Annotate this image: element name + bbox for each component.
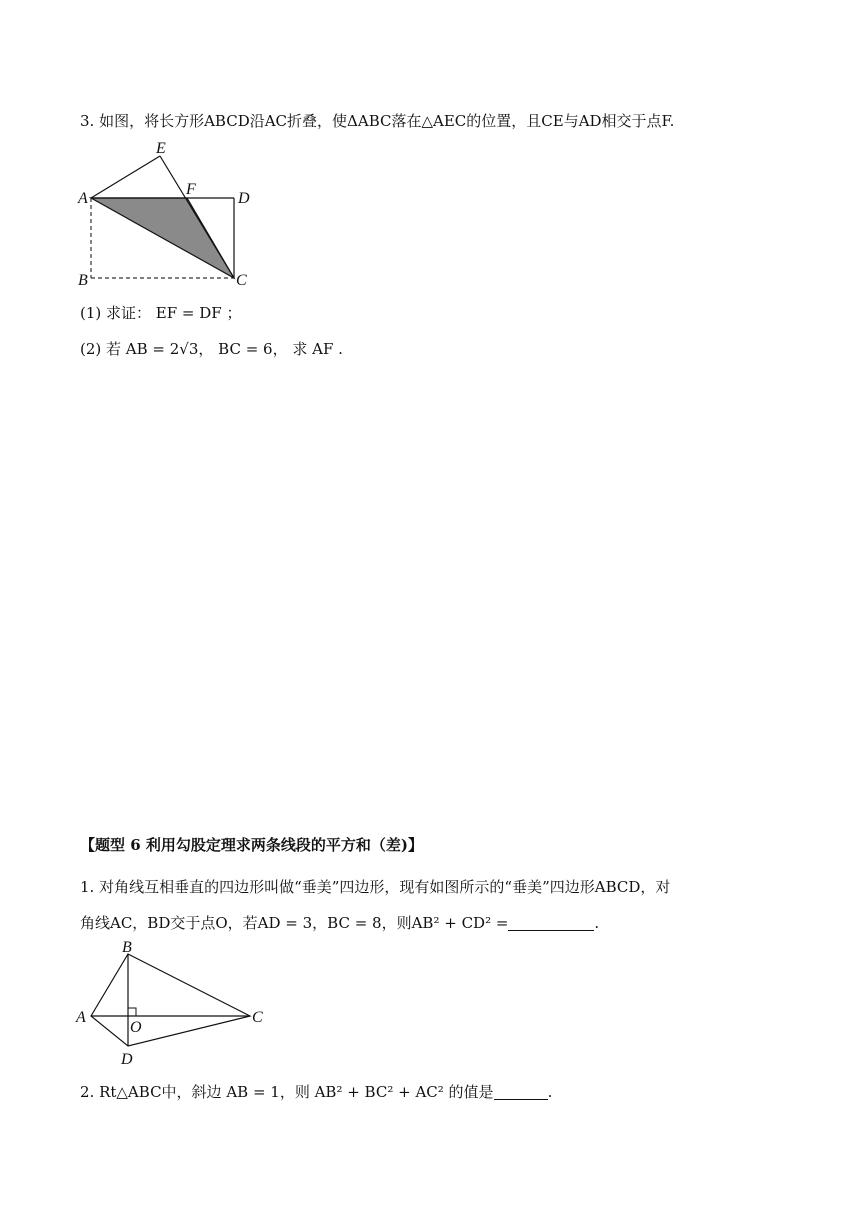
label-B: B <box>122 939 132 956</box>
problem3-intro: 3. 如图，将长方形ABCD沿AC折叠，使ΔABC落在△AEC的位置，且CE与AD相交于点F. <box>80 112 675 130</box>
q1-answer-blank[interactable] <box>508 914 594 931</box>
q1-end: . <box>594 914 600 932</box>
perpendicular-quadrilateral-figure <box>70 938 270 1068</box>
q1-line1: 1. 对角线互相垂直的四边形叫做“垂美”四边形，现有如图所示的“垂美”四边形ABCD，对 <box>80 878 671 896</box>
q2-end: . <box>547 1083 553 1101</box>
label-C: C <box>236 272 247 289</box>
label-A: A <box>78 190 88 207</box>
section6-heading: 【题型 6 利用勾股定理求两条线段的平方和（差)】 <box>80 836 423 854</box>
label-F: F <box>186 181 196 198</box>
q1-line2 <box>80 912 599 934</box>
label-E: E <box>156 140 166 157</box>
fold-rectangle-figure <box>70 140 270 300</box>
q2-line <box>80 1081 552 1103</box>
label-B: B <box>78 272 88 289</box>
label-C: C <box>252 1009 263 1026</box>
label-D: D <box>121 1051 133 1068</box>
problem3-part1: (1) 求证： EF = DF ； <box>80 304 242 322</box>
problem3-part2: (2) 若 AB = 2√3， BC = 6， 求 AF . <box>80 340 343 358</box>
label-A: A <box>76 1009 86 1026</box>
q2-answer-blank[interactable] <box>494 1083 548 1100</box>
label-D: D <box>238 190 250 207</box>
q1-line2-text: 角线AC，BD交于点O，若AD = 3，BC = 8，则AB² + CD² = <box>80 914 509 932</box>
q2-text: 2. Rt△ABC中，斜边 AB = 1，则 AB² + BC² + AC² 的值是 <box>80 1083 494 1101</box>
label-O: O <box>130 1019 142 1036</box>
